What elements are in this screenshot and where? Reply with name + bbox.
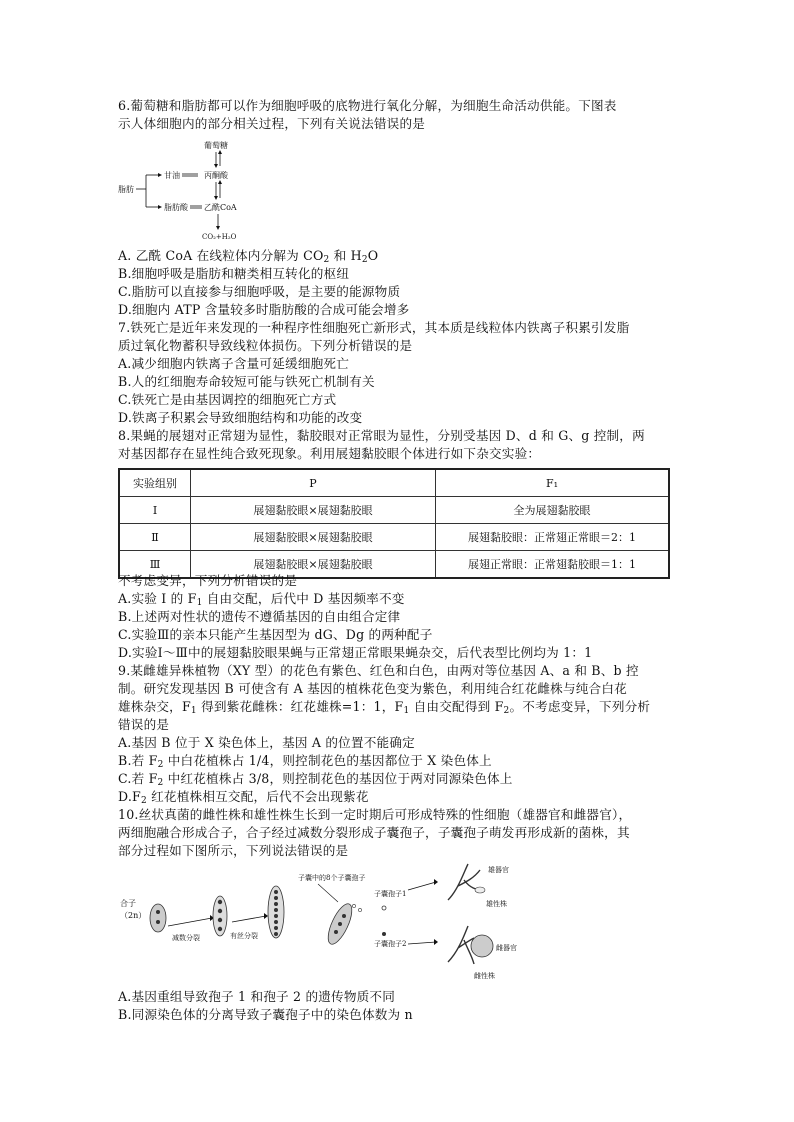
table-row <box>119 524 669 551</box>
table-cell: Ⅱ <box>119 524 191 551</box>
female-strain-label: 雌性株 <box>474 972 495 980</box>
table-header-row <box>119 469 669 497</box>
table-header: P <box>191 469 436 497</box>
q9-stem-line1: 9.某雌雄异株植物（XY 型）的花色有紫色、红色和白色，由两对等位基因 A、a 和 B、b 控 <box>118 663 639 678</box>
q10-option-a: A.基因重组导致孢子 1 和孢子 2 的遗传物质不同 <box>118 989 396 1004</box>
q9-stem-line4: 错误的是 <box>118 717 170 732</box>
acetyl-coa-label: 乙酰CoA <box>204 203 237 212</box>
table-header: F₁ <box>436 469 670 497</box>
spore2-icon <box>382 932 386 936</box>
q8-stem-line2: 对基因都存在显性纯合致死现象。利用展翅黏胶眼个体进行如下杂交实验： <box>118 446 541 461</box>
spore1-icon <box>382 906 386 910</box>
q10-option-b: B.同源染色体的分离导致子囊孢子中的染色体数为 n <box>118 1007 413 1022</box>
q9-option-c: C.若 $F_2$ 中红花植株占 3/8，则控制花色的基因位于两对同源染色体上 <box>118 771 513 788</box>
q6-metabolism-diagram <box>118 138 288 242</box>
q7-option-b: B.人的红细胞寿命较短可能与铁死亡机制有关 <box>118 374 375 389</box>
pyruvate-label: 丙酮酸 <box>204 171 228 180</box>
q8-note: 不考虑变异，下列分析错误的是 <box>118 573 298 588</box>
table-cell: Ⅰ <box>119 497 191 524</box>
meiosis-label: 减数分裂 <box>172 934 200 942</box>
male-strain-icon <box>448 864 484 900</box>
q7-option-c: C.铁死亡是由基因调控的细胞死亡方式 <box>118 392 337 407</box>
q6-option-a: A. 乙酰 CoA 在线粒体内分解为 $CO_2$ 和 $H_2O$ <box>118 248 379 265</box>
male-strain-label: 雄性株 <box>486 900 507 908</box>
q10-fungal-lifecycle-diagram <box>118 860 530 984</box>
table-cell: 展翅黏胶眼×展翅黏胶眼 <box>191 524 436 551</box>
q9-option-b: B.若 $F_2$ 中白花植株占 1/4，则控制花色的基因都位于 X 染色体上 <box>118 753 492 770</box>
fatty-acid-label: 脂肪酸 <box>164 203 188 212</box>
q6-stem-line2: 示人体细胞内的部分相关过程，下列有关说法错误的是 <box>118 116 426 131</box>
q8-option-b: B.上述两对性状的遗传不遵循基因的自由组合定律 <box>118 609 401 624</box>
q9-stem-line3: 雄株杂交，$F_1$ 得到紫花雌株：红花雄株=1：1，$F_1$ 自由交配得到 $F_2$。不考虑变异，下列分析 <box>118 699 651 716</box>
spore1-label: 子囊孢子1 <box>374 890 407 898</box>
q9-stem-line2: 制。研究发现基因 B 可使含有 A 基因的植株花色变为紫色，利用纯合红花雌株与纯合白花 <box>118 681 627 696</box>
spore2-label: 子囊孢子2 <box>374 940 407 948</box>
ascospores-label: 子囊中的8个子囊孢子 <box>298 874 366 882</box>
table-row <box>119 497 669 524</box>
fat-label: 脂肪 <box>118 185 134 194</box>
q6-stem-line1: 6.葡萄糖和脂肪都可以作为细胞呼吸的底物进行氧化分解，为细胞生命活动供能。下图表 <box>118 98 617 113</box>
q9-option-d: $D.F_2$ 红花植株相互交配，后代不会出现紫花 <box>118 789 369 806</box>
q7-stem-line1: 7.铁死亡是近年来发现的一种程序性细胞死亡新形式，其本质是线粒体内铁离子积累引发脂 <box>118 320 630 335</box>
table-cell: 展翅黏胶眼×展翅黏胶眼 <box>191 551 436 579</box>
table-cell: Ⅲ <box>119 551 191 579</box>
q10-stem-line2: 两细胞融合形成合子，合子经过减数分裂形成子囊孢子，子囊孢子萌发再形成新的菌株，其 <box>118 825 630 840</box>
q6-option-c: C.脂肪可以直接参与细胞呼吸，是主要的能源物质 <box>118 284 401 299</box>
q10-stem-line3: 部分过程如下图所示，下列说法错误的是 <box>118 843 349 858</box>
q7-option-a: A.减少细胞内铁离子含量可延缓细胞死亡 <box>118 356 349 371</box>
glycerol-label: 甘油 <box>164 171 180 180</box>
glucose-label: 葡萄糖 <box>204 141 228 150</box>
zygote-cell-icon <box>150 904 166 932</box>
q8-option-a: A.实验 I 的 $F_1$ 自由交配，后代中 D 基因频率不变 <box>118 591 405 608</box>
q8-stem-line1: 8.果蝇的展翅对正常翅为显性，黏胶眼对正常眼为显性，分别受基因 D、d 和 G、g 控制，两 <box>118 428 645 443</box>
q8-cross-table <box>118 468 670 579</box>
q9-option-a: A.基因 B 位于 X 染色体上，基因 A 的位置不能确定 <box>118 735 415 750</box>
mitosis-label: 有丝分裂 <box>230 932 258 940</box>
female-organ-label: 雌器官 <box>496 944 517 952</box>
female-strain-icon <box>448 926 474 964</box>
co2-h2o-label: CO₂+H₂O <box>202 233 237 241</box>
table-cell: 全为展翅黏胶眼 <box>436 497 670 524</box>
table-header: 实验组别 <box>119 469 191 497</box>
q10-stem-line1: 10.丝状真菌的雌性株和雄性株生长到一定时期后可形成特殊的性细胞（雄器官和雌器官）， <box>118 807 632 822</box>
q8-option-c: C.实验Ⅲ的亲本只能产生基因型为 dG、Dg 的两种配子 <box>118 627 433 642</box>
table-cell: 展翅黏胶眼：正常翅正常眼＝2：1 <box>436 524 670 551</box>
table-cell: 展翅正常眼：正常翅黏胶眼＝1：1 <box>436 551 670 579</box>
male-organ-label: 雄器官 <box>488 866 509 874</box>
table-cell: 展翅黏胶眼×展翅黏胶眼 <box>191 497 436 524</box>
q7-stem-line2: 质过氧化物蓄积导致线粒体损伤。下列分析错误的是 <box>118 338 413 353</box>
q6-option-b: B.细胞呼吸是脂肪和糖类相互转化的枢纽 <box>118 266 350 281</box>
zygote-label: 合子 <box>120 899 136 908</box>
q7-option-d: D.铁离子积累会导致细胞结构和功能的改变 <box>118 410 363 425</box>
q8-option-d: D.实验Ⅰ～Ⅲ中的展翅黏胶眼果蝇与正常翅正常眼果蝇杂交，后代表型比例均为 1：1 <box>118 645 593 660</box>
q6-option-d: D.细胞内 ATP 含量较多时脂肪酸的合成可能会增多 <box>118 302 410 317</box>
ploidy-label: （2n） <box>120 911 147 920</box>
